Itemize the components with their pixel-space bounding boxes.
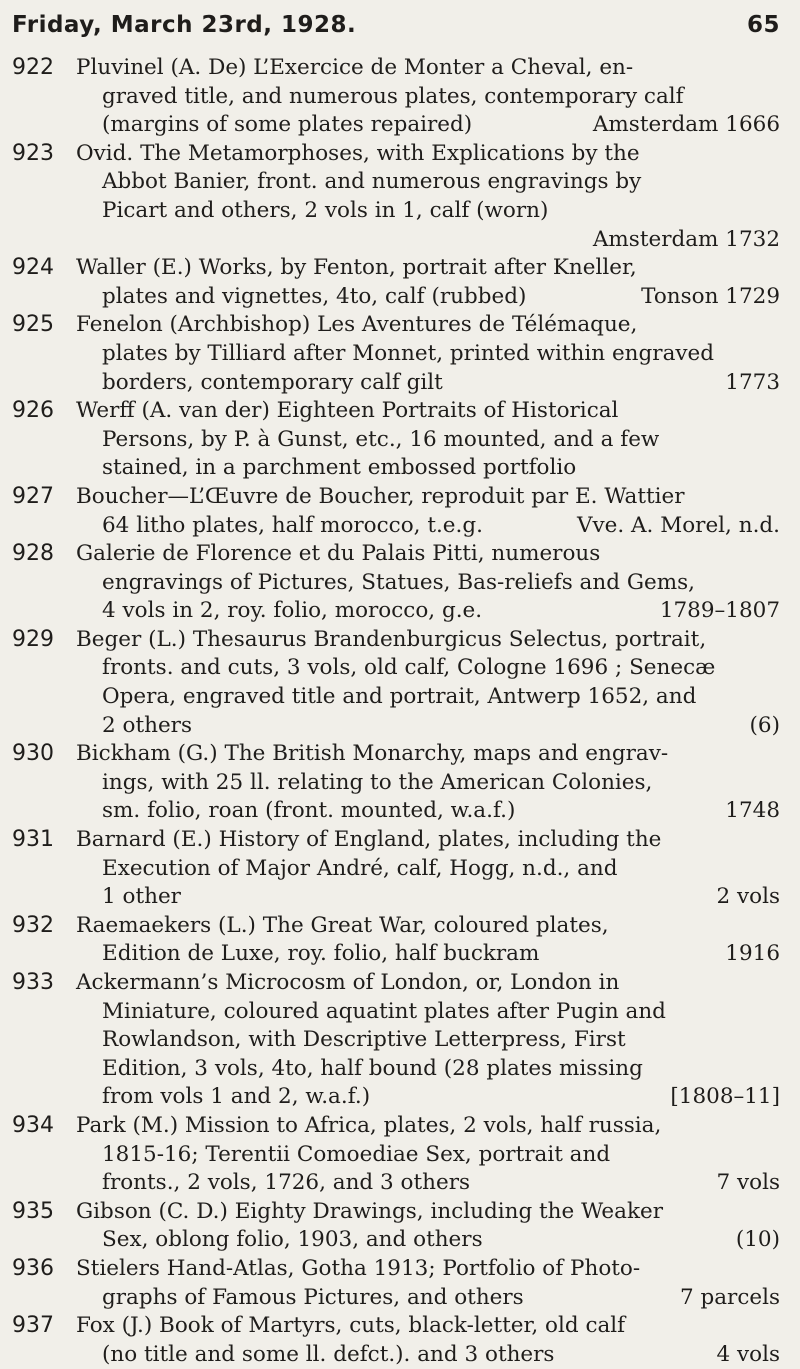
lot-line-text: plates and vignettes, 4to, calf (rubbed): [102, 283, 527, 309]
lot-line: [76, 569, 780, 598]
lot-line: [76, 1026, 780, 1055]
lot-line-text: Bickham (G.) The British Monarchy, maps and engrav-: [76, 741, 669, 767]
lot-line-text: Fenelon (Archbishop) Les Aventures de Télémaque,: [76, 312, 638, 338]
lot-line: [76, 512, 780, 541]
lot-line: [76, 654, 780, 683]
lot-number: 928: [12, 541, 54, 567]
lot-line-text: (margins of some plates repaired): [102, 112, 473, 138]
lot-entry: [12, 483, 780, 540]
lot-line: [76, 1312, 780, 1341]
lot-description: [76, 969, 780, 1112]
page-date: Friday, March 23rd, 1928.: [12, 12, 357, 38]
lot-entry: [12, 969, 780, 1112]
lot-number: 934: [12, 1112, 54, 1138]
lot-entry: [12, 254, 780, 311]
lot-line-text: Persons, by P. à Gunst, etc., 16 mounted, and a few: [102, 426, 660, 452]
lot-line: [76, 855, 780, 884]
lot-number: 929: [12, 626, 54, 652]
lot-line: [76, 426, 780, 455]
lot-line-text: from vols 1 and 2, w.a.f.): [102, 1084, 371, 1110]
lot-number: 935: [12, 1198, 54, 1224]
lot-line-end: 7 parcels: [679, 1284, 780, 1310]
lot-line: [76, 283, 780, 312]
lot-description: [76, 483, 780, 540]
lot-line-text: fronts. and cuts, 3 vols, old calf, Cologne 1696 ; Senecæ: [102, 655, 716, 681]
lot-number: 932: [12, 912, 54, 938]
lot-description: [76, 540, 780, 626]
lot-description: [76, 397, 780, 483]
lot-line-text: 1815-16; Terentii Comoediae Sex, portrait and: [102, 1141, 611, 1167]
lot-line-text: ings, with 25 ll. relating to the American Colonies,: [102, 769, 653, 795]
lot-line-text: Beger (L.) Thesaurus Brandenburgicus Selectus, portrait,: [76, 626, 707, 652]
lot-entry: [12, 397, 780, 483]
lot-entry: [12, 140, 780, 254]
lot-line: [76, 111, 780, 140]
lot-number: 922: [12, 55, 54, 80]
lot-line-end: 1773: [725, 369, 780, 395]
lot-line-text: graved title, and numerous plates, contemporary calf: [102, 83, 684, 109]
lot-line: [76, 597, 780, 626]
lot-line-end: [1808–11]: [670, 1084, 780, 1110]
lot-line: [76, 769, 780, 798]
lot-entry: [12, 740, 780, 826]
lot-line: [76, 1255, 780, 1284]
lot-line: [76, 1284, 780, 1313]
lot-line-text: sm. folio, roan (front. mounted, w.a.f.): [102, 798, 516, 824]
lot-description: [76, 1255, 780, 1312]
lot-number: 923: [12, 140, 54, 166]
lot-line-text: Werff (A. van der) Eighteen Portraits of Historical: [76, 398, 619, 424]
lot-line-text: engravings of Pictures, Statues, Bas-reliefs and Gems,: [102, 569, 695, 595]
lot-line: [76, 626, 780, 655]
lot-line: [76, 912, 780, 941]
lot-line-text: fronts., 2 vols, 1726, and 3 others: [102, 1170, 471, 1196]
lot-line: [76, 1198, 780, 1227]
lot-entry: [12, 826, 780, 912]
lot-line: [76, 140, 780, 169]
lot-line-text: Sex, oblong folio, 1903, and others: [102, 1227, 483, 1253]
lot-line-text: 64 litho plates, half morocco, t.e.g.: [102, 512, 483, 538]
lot-line-end: 1748: [725, 798, 780, 824]
lot-entry: [12, 912, 780, 969]
lot-line-text: Barnard (E.) History of England, plates, including the: [76, 827, 662, 853]
lot-list: [12, 54, 780, 1369]
lot-line-text: Fox (J.) Book of Martyrs, cuts, black-letter, old calf: [76, 1313, 626, 1339]
lot-line: [76, 311, 780, 340]
lot-number: 936: [12, 1255, 54, 1281]
lot-line-text: Picart and others, 2 vols in 1, calf (worn): [102, 197, 549, 223]
lot-line-text: 2 others: [102, 712, 192, 738]
lot-line: [76, 454, 780, 483]
lot-entry: [12, 311, 780, 397]
lot-line: [76, 969, 780, 998]
lot-line-end: Vve. A. Morel, n.d.: [576, 512, 780, 538]
lot-line-text: Abbot Banier, front. and numerous engravings by: [102, 169, 642, 195]
lot-line: [76, 483, 780, 512]
lot-line-text: Pluvinel (A. De) L’Exercice de Monter a Cheval, en-: [76, 55, 634, 80]
lot-line-text: Miniature, coloured aquatint plates after Pugin and: [102, 998, 666, 1024]
lot-number: 927: [12, 483, 54, 509]
lot-line-text: Raemaekers (L.) The Great War, coloured plates,: [76, 912, 609, 938]
lot-description: [76, 254, 780, 311]
lot-line-end: 1916: [725, 941, 780, 967]
lot-line: [76, 168, 780, 197]
lot-line: [76, 1141, 780, 1170]
lot-line: [76, 540, 780, 569]
lot-entry: [12, 1255, 780, 1312]
page-number: 65: [746, 12, 780, 38]
lot-line: [76, 397, 780, 426]
lot-line: [76, 1341, 780, 1369]
lot-line-end: 1789–1807: [659, 598, 780, 624]
lot-line-text: Edition, 3 vols, 4to, half bound (28 plates missing: [102, 1055, 643, 1081]
lot-line: [76, 1169, 780, 1198]
lot-line-text: Rowlandson, with Descriptive Letterpress, First: [102, 1027, 626, 1053]
lot-description: [76, 311, 780, 397]
lot-description: [76, 826, 780, 912]
lot-line-end: (6): [749, 712, 780, 738]
lot-line: [76, 226, 780, 255]
lot-entry: [12, 54, 780, 140]
lot-line-end: 7 vols: [716, 1170, 780, 1196]
lot-line: [76, 1226, 780, 1255]
lot-number: 933: [12, 970, 54, 995]
lot-line-text: stained, in a parchment embossed portfolio: [102, 455, 577, 481]
lot-description: [76, 740, 780, 826]
lot-entry: [12, 1198, 780, 1255]
lot-line-text: Gibson (C. D.) Eighty Drawings, including the Weaker: [76, 1198, 663, 1224]
lot-line-text: Galerie de Florence et du Palais Pitti, numerous: [76, 541, 601, 567]
lot-line-text: 1 other: [102, 884, 181, 910]
lot-line-end: Amsterdam 1732: [592, 226, 780, 252]
lot-line-text: Edition de Luxe, roy. folio, half buckram: [102, 941, 540, 967]
lot-line-text: Ackermann’s Microcosm of London, or, London in: [76, 970, 620, 995]
lot-line: [76, 826, 780, 855]
lot-line: [76, 1055, 780, 1084]
lot-line: [76, 254, 780, 283]
lot-line-end: Amsterdam 1666: [592, 112, 780, 138]
lot-line: [76, 740, 780, 769]
lot-line: [76, 940, 780, 969]
lot-line: [76, 340, 780, 369]
lot-description: [76, 1312, 780, 1369]
lot-description: [76, 912, 780, 969]
lot-line: [76, 883, 780, 912]
lot-line-text: Boucher—L’Œuvre de Boucher, reproduit par E. Wattier: [76, 483, 685, 509]
lot-line-text: plates by Tilliard after Monnet, printed within engraved: [102, 340, 715, 366]
lot-description: [76, 140, 780, 254]
lot-number: 924: [12, 255, 54, 281]
lot-number: 925: [12, 312, 54, 338]
lot-number: 937: [12, 1313, 54, 1339]
lot-line: [76, 1083, 780, 1112]
lot-line: [76, 998, 780, 1027]
lot-number: 926: [12, 398, 54, 424]
lot-line-end: (10): [735, 1227, 780, 1253]
lot-line-text: Stielers Hand-Atlas, Gotha 1913; Portfolio of Photo-: [76, 1255, 641, 1281]
lot-line-text: Execution of Major André, calf, Hogg, n.d., and: [102, 855, 618, 881]
lot-line-end: 4 vols: [716, 1341, 780, 1367]
lot-line-text: borders, contemporary calf gilt: [102, 369, 443, 395]
lot-line-text: graphs of Famous Pictures, and others: [102, 1284, 524, 1310]
lot-line-text: (no title and some ll. defct.). and 3 others: [102, 1341, 555, 1367]
lot-line-text: Park (M.) Mission to Africa, plates, 2 vols, half russia,: [76, 1112, 662, 1138]
page-header: [12, 12, 780, 38]
lot-line: [76, 54, 780, 83]
lot-description: [76, 1112, 780, 1198]
lot-description: [76, 1198, 780, 1255]
lot-line: [76, 369, 780, 398]
lot-entry: [12, 1312, 780, 1369]
lot-line: [76, 712, 780, 741]
lot-line-text: Opera, engraved title and portrait, Antwerp 1652, and: [102, 684, 697, 710]
lot-description: [76, 54, 780, 140]
lot-line: [76, 197, 780, 226]
lot-number: 931: [12, 827, 54, 853]
lot-number: 930: [12, 741, 54, 767]
lot-line-end: 2 vols: [716, 884, 780, 910]
lot-line: [76, 797, 780, 826]
lot-line-text: 4 vols in 2, roy. folio, morocco, g.e.: [102, 598, 483, 624]
lot-line-text: Ovid. The Metamorphoses, with Explications by the: [76, 140, 640, 166]
lot-entry: [12, 1112, 780, 1198]
lot-line: [76, 683, 780, 712]
lot-line-end: Tonson 1729: [641, 283, 780, 309]
lot-entry: [12, 626, 780, 740]
lot-line: [76, 83, 780, 112]
lot-entry: [12, 540, 780, 626]
lot-line: [76, 1112, 780, 1141]
lot-line-text: Waller (E.) Works, by Fenton, portrait after Kneller,: [76, 255, 637, 281]
lot-description: [76, 626, 780, 740]
